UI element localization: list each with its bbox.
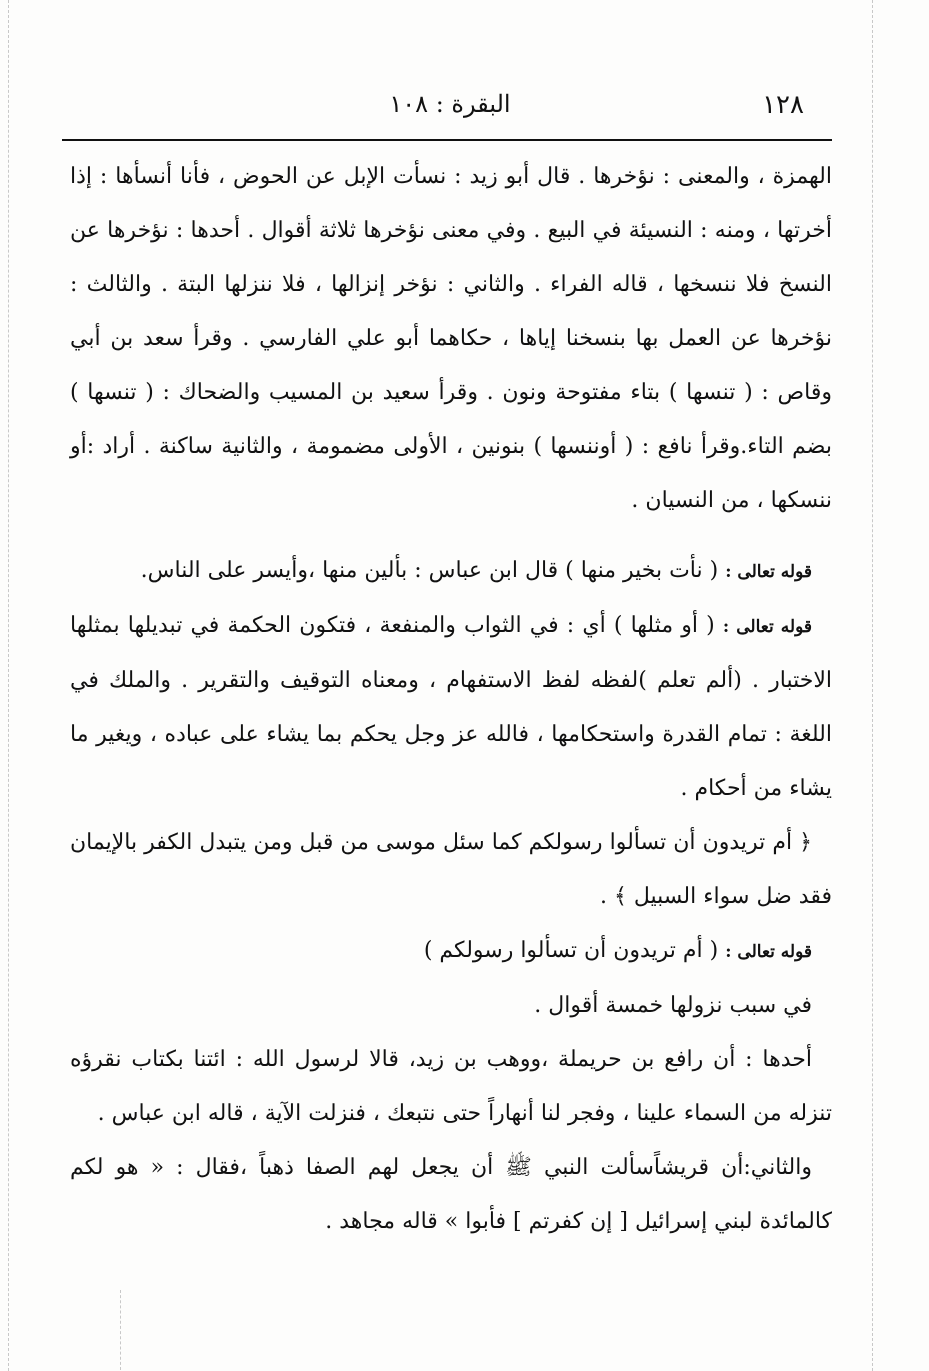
- text-line: من النسيان .: [631, 488, 750, 513]
- paragraph-do-you-want: [70, 924, 832, 979]
- text-line: الاختبار . (ألم تعلم )لفظه لفظ الاستفهام ، ومعناه التوقيف والتقرير . والملك في اللغة : تمام: [70, 668, 832, 747]
- text-line: بالإيمان فقد ضل سواء السبيل ﴾ .: [70, 830, 832, 909]
- paragraph-first-opinion: [70, 1033, 832, 1141]
- text-line: والثاني:أن قريشاًسألت النبي ﷺ أن يجعل لهم الصفا ذهباً ،فقال : « هو لكم كالمائدة: [70, 1155, 832, 1234]
- quran-verse-block: [70, 816, 832, 924]
- text-line: القدرة واستحكامها ، فالله عز وجل يحكم بما يشاء على عباده ، ويغير ما يشاء من أحكام .: [70, 722, 832, 801]
- scan-edge-mark: [120, 1290, 121, 1370]
- text-line: ( أو مثلها ) أي : في الثواب والمنفعة ، فتكون الحكمة في تبديلها بمثلها: [70, 613, 715, 638]
- main-text: [70, 150, 832, 1249]
- paragraph-second-opinion: [70, 1141, 832, 1249]
- text-line: نافع : ( أوننسها ) بنونين ، الأولى مضمومة ، والثانية ساكنة . أراد :أو ننسكها ،: [70, 434, 832, 513]
- text-line: ( أم تريدون أن تسألوا رسولكم ): [423, 938, 719, 963]
- verse-label: قوله تعالى :: [725, 562, 812, 582]
- text-line: نؤخرها عن العمل بها بنسخنا إياها ، حكاهما أبو علي الفارسي . وقرأ سعد بن أبي وقاص :: [70, 326, 832, 405]
- running-head: البقرة : ١٠٨: [389, 90, 511, 118]
- text-line: ( تنسها ) بتاء مفتوحة ونون . وقرأ سعيد بن المسيب والضحاك : ( تنسها ) بضم التاء.وقرأ: [70, 380, 832, 459]
- text-line: أخرتها ، ومنه : النسيئة في البيع . وفي معنى نؤخرها ثلاثة أقوال . أحدها : نؤخرها: [107, 218, 832, 243]
- text-line: لبني إسرائيل [ إن كفرتم ] فأبوا » قاله مجاهد .: [325, 1209, 753, 1234]
- text-line: تنزله من السماء علينا ، وفجر لنا أنهاراً حتى نتبعك ، فنزلت الآية ، قاله ابن عباس .: [97, 1101, 832, 1126]
- text-line: عن النسخ فلا ننسخها ، قاله الفراء . والثاني : نؤخر إنزالها ، فلا ننزلها البتة . والثالث :: [70, 218, 832, 297]
- text-line: الهمزة ، والمعنى : نؤخرها . قال أبو زيد : نسأت الإبل عن الحوض ، فأنا أنسأها : إذا: [70, 164, 832, 189]
- verse-label: قوله تعالى :: [722, 617, 812, 637]
- text-line: أحدها : أن رافع بن حريملة ،ووهب بن زيد، قالا لرسول الله : ائتنا بكتاب نقرؤه: [70, 1047, 812, 1072]
- text-line: ﴿ أم تريدون أن تسألوا رسولكم كما سئل موسى من قبل ومن يتبدل الكفر: [144, 830, 812, 855]
- paragraph-naskh-explanation: [70, 150, 832, 528]
- paragraph-better-than-it: [70, 544, 832, 599]
- text-line: في سبب نزولها خمسة أقوال .: [534, 993, 812, 1018]
- header-rule: [62, 139, 832, 141]
- scan-edge-mark: [872, 0, 873, 1371]
- text-line: ( نأت بخير منها ) قال ابن عباس : بألين منها ،وأيسر على الناس.: [140, 558, 719, 583]
- paragraph-revelation-causes: [70, 979, 832, 1033]
- page-number: ١٢٨: [762, 90, 804, 120]
- paragraph-or-like-it: [70, 599, 832, 816]
- verse-label: قوله تعالى :: [725, 942, 812, 962]
- scan-edge-mark: [8, 0, 9, 1371]
